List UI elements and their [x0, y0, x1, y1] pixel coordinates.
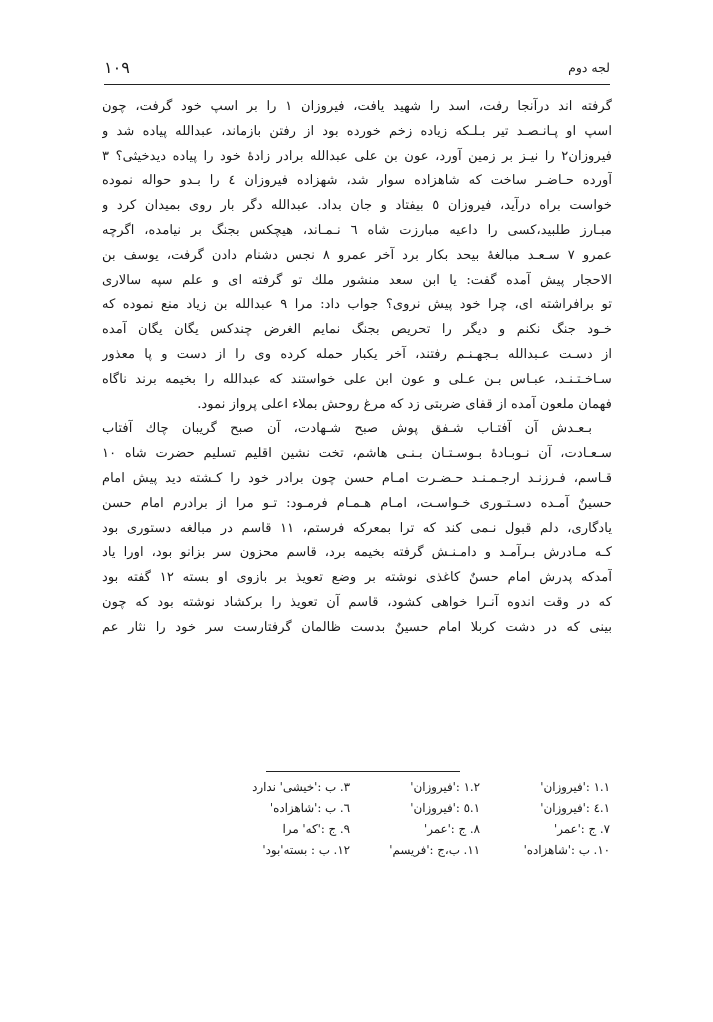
footnote-item: ۱۱. ب،ج :'فریسم' [389, 843, 480, 857]
body-line: عمرو ۷ سـعـد مبالغهٔ بیحد بکار برد آخر عمرو ۸ نجس دشنام دادن گرفت، یوسف بن [102, 247, 612, 263]
body-line: گرفته اند درآنجا رفت، اسد را شهید یافت، فیروزان ۱ را بر اسپ خود گرفت، چون [102, 99, 612, 114]
footnote-row [220, 798, 610, 819]
body-line: حسینٌ آمـده دسـتـوری خـواسـت، امـام هـمـام فرمـود: تـو مرا از برادرم امام حسن [102, 495, 612, 511]
body-text [102, 95, 612, 641]
body-line: یادگاری، دلم قبول نـمی کند که ترا بمعرکه فرستم، ۱۱ قاسم در مبالغه دستوری بود [102, 520, 612, 536]
body-line: کـه مـادرش بـرآمـد و دامـنـش گرفته بخیمه برد، قاسم محزون سر بزانو بود، اورا یاد [102, 545, 612, 561]
footnote-item: ۱.٤ :'فیروزان' [540, 801, 610, 815]
body-line: قـاسم، فـرزنـد ارجـمـنـد حـضـرت امـام حسن چون برادر خود را کـشته دید پیش امام [102, 470, 612, 486]
footnote-item: ۸. ج :'عمر' [423, 822, 480, 836]
body-line: فیروزان۲ را نیـز بر زمین آورد، عون بن علی عبدالله برادر زادهٔ خود را پیاده دیدخیثی؟ ۳ [102, 148, 612, 164]
footnote-item: ٦. ب :'شاهزاده' [269, 801, 350, 815]
footnote-item: ۱.٥ :'فیروزان' [410, 801, 480, 815]
header-title: لجه دوم [568, 60, 610, 75]
body-line: فهمان ملعون آمده از قفای ضربتی زد که مرغ روحش بملاء اعلی پرواز نمود. [197, 396, 612, 412]
footnote-divider [266, 771, 460, 772]
footnote-item: ۱.۱ :'فیروزان' [540, 780, 610, 794]
body-line: بـعـدش آن آفتـاب شـفق پوش صبح شـهادت، آن صبح گریبان چاك آفتاب [102, 421, 592, 437]
footnote-item: ۱۲. ب : بسته'بود' [262, 843, 350, 857]
footnote-item: ۷. ج :'عمر' [553, 822, 610, 836]
page-number: ۱۰۹ [104, 58, 130, 77]
body-line: که در وقت اندوه آنـرا خواهی کشود، قاسم آن تعویذ را برکشاد نوشته بود که چون [102, 594, 612, 610]
body-line: آورده حـاضـر ساخت که شاهزاده سوار شد، شهزاده فیروزان ٤ را بـدو حواله نموده [102, 173, 612, 189]
body-line: الاحجار پیش آمده گفت: یا ابن سعد منشور ملك تو گرفته ای و علم سپه سالاری [102, 272, 612, 288]
body-line: آمدکه پدرش امام حسنٌ کاغذی نوشته بر وضع تعویذ بر بازوی او بسته ۱۲ گفته بود [102, 570, 612, 586]
body-line: سـعـادت، آن نـوبـادهٔ بـوسـتـان بـنـی هاشم، تخت نشین اقلیم تسلیم حضرت شاه ۱۰ [102, 446, 612, 462]
body-line: خواست براه درآید، فیروزان ٥ بیفتاد و جان بداد. عبدالله دگر بار روی بمیدان کرد و [102, 198, 612, 214]
body-line: بینی که در دشت کربلا امام حسینٌ بدست ظالمان گرفتارست سر خود را نثار عم [102, 619, 612, 635]
body-line: اسپ او پـانـصـد تیر بـلـکه زیاده زخم خورده بود از رفتن بازماند، عبدالله پیاده شد و [102, 123, 612, 139]
body-line: تو برافراشته ای، چرا خود پیش نروی؟ جواب داد: مرا ۹ عبدالله بن زیاد منع نموده که [102, 297, 612, 313]
footnote-item: ۱.۲ :'فیروزان' [410, 780, 480, 794]
body-line: مبـارز طلبید،کسی را داعیه مبارزت شاه ٦ نـمـاند، هیچکس بجنگ بر نیامده، اگرچه [102, 222, 612, 238]
footnote-item: ۹. ج :'که' مرا [282, 822, 350, 836]
footnote-row [220, 840, 610, 861]
footnotes [220, 777, 610, 861]
header-divider [104, 84, 610, 85]
footnote-item: ۳. ب :'خیشی' ندارد [252, 780, 350, 794]
body-line: خـود جنگ نکنم و دیگر را تحریص بجنگ نمایم الغرض چندکس یگان یگان آمده [102, 322, 612, 338]
footnote-item: ۱۰. ب :'شاهزاده' [523, 843, 610, 857]
footnote-row [220, 777, 610, 798]
footnote-row [220, 819, 610, 840]
body-line: سـاخـتـنـد، عبـاس بـن عـلی و عون ابن علی خواستند که عبدالله را بخیمه برند ناگاه [102, 371, 612, 387]
running-header [104, 60, 610, 84]
body-line: از دسـت عـبدالله بـجهـنـم رفتند، آخر یکبار حمله کرده وی را از دست و پا معذور [102, 346, 612, 362]
